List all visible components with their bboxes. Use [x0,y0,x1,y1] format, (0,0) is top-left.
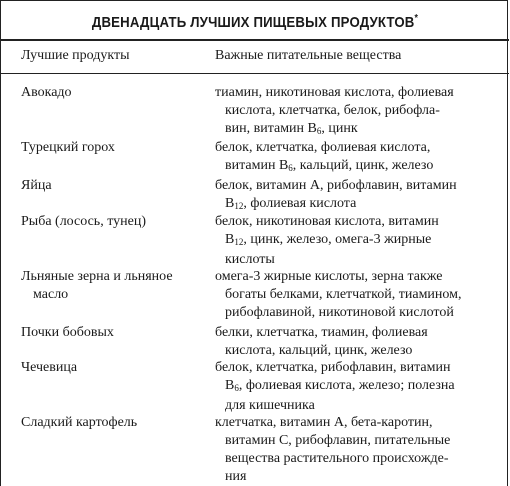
nutrients-line [215,84,507,102]
nutrients-text: богаты белками, клетчаткой, тиамином, [225,287,462,302]
header-rule [1,73,509,74]
nutrients-line [215,377,507,397]
food-name [21,177,211,195]
nutrients-cell [215,414,507,486]
food-name [21,268,211,304]
nutrients-cell [215,177,507,215]
nutrients-line [215,251,507,269]
nutrients-text: белки, клетчатка, тиамин, фолиевая [215,325,428,340]
nutrients-line [215,177,507,195]
nutrients-text: вин, витамин В [225,121,317,136]
nutrients-text: витамин С, рибофлавин, питательные [225,433,451,448]
nutrients-text: белок, клетчатка, фолиевая кислота, [215,140,431,155]
title-rule [1,39,509,41]
nutrients-text: витамин В [225,158,289,173]
food-name-line: Почки бобовых [21,325,114,340]
table-title-text: ДВЕНАДЦАТЬ ЛУЧШИХ ПИЩЕВЫХ ПРОДУКТОВ [91,14,415,31]
nutrients-text: В [225,232,235,247]
food-name [21,139,211,157]
food-name-line: Рыба (лосось, тунец) [21,214,146,229]
nutrients-text: кислота, клетчатка, белок, рибофла- [225,103,440,118]
nutrients-cell [215,213,507,269]
nutrients-text: кислота, кальций, цинк, железо [225,343,413,358]
vitamin-subscript: 12 [234,237,244,247]
nutrients-text: , цинк [321,121,358,136]
nutrients-line [215,231,507,251]
nutrients-cell [215,268,507,322]
nutrients-text: ния [225,469,247,484]
nutrients-cell [215,84,507,140]
title-footnote-mark: * [414,13,419,24]
nutrients-line [215,414,507,432]
nutrients-text: кислоты [225,252,275,267]
food-name-line: Чечевица [21,360,78,375]
nutrients-line [215,342,507,360]
nutrients-line [215,359,507,377]
nutrients-text: белок, никотиновая кислота, витамин [215,214,439,229]
nutrients-line [215,324,507,342]
vitamin-subscript: 6 [316,126,322,136]
food-name-line: Турецкий горох [21,140,115,155]
food-name-line: Сладкий картофель [21,415,138,430]
food-name-line: Авокадо [21,85,72,100]
vitamin-subscript: 6 [288,163,293,173]
nutrients-line [215,213,507,231]
food-name [21,359,211,377]
nutrients-text: тиамин, никотиновая кислота, фолиевая [215,85,454,100]
nutrients-text: клетчатка, витамин А, бета-каротин, [215,415,433,430]
nutrients-text: белок, клетчатка, рибофлавин, витамин [215,360,451,375]
nutrients-line [215,432,507,450]
nutrients-text: белок, витамин А, рибофлавин, витамин [215,178,457,193]
nutrients-line [215,102,507,120]
nutrients-text: омега-3 жирные кислоты, зерна также [215,269,443,284]
nutrients-line [215,139,507,157]
nutrients-line [215,397,507,415]
nutrients-text: В [225,378,235,393]
header-foods: Лучшие продукты [21,48,130,63]
food-name [21,213,211,231]
nutrients-text: , цинк, железо, омега-3 жирные [243,232,432,247]
nutrients-text: , кальций, цинк, железо [292,158,434,173]
nutrients-line [215,304,507,322]
nutrients-text: , фолиевая кислота [243,196,357,211]
food-name-line: масло [33,287,69,302]
nutrients-line [215,450,507,468]
nutrients-text: В [225,196,235,211]
header-nutrients: Важные питательные вещества [215,48,402,63]
nutrients-cell [215,324,507,360]
food-name [21,414,211,432]
food-name-line: Льняные зерна и льняное [21,269,173,284]
nutrients-cell [215,139,507,177]
nutrients-text: рибофлавиной, никотиновой кислотой [225,305,454,320]
vitamin-subscript: 6 [234,383,239,393]
nutrients-line [215,120,507,140]
nutrients-cell [215,359,507,415]
nutrients-line [215,268,507,286]
nutrients-line [215,195,507,215]
food-name [21,84,211,102]
nutrients-line [215,286,507,304]
vitamin-subscript: 12 [234,201,244,211]
nutrients-text: , фолиевая кислота, железо; полезна [238,378,455,393]
nutrients-line [215,157,507,177]
nutrients-line [215,468,507,486]
food-name-line: Яйца [21,178,52,193]
table-title [31,13,478,31]
nutrients-text: вещества растительного происхожде- [225,451,449,466]
nutrients-text: для кишечника [225,398,315,413]
food-name [21,324,211,342]
